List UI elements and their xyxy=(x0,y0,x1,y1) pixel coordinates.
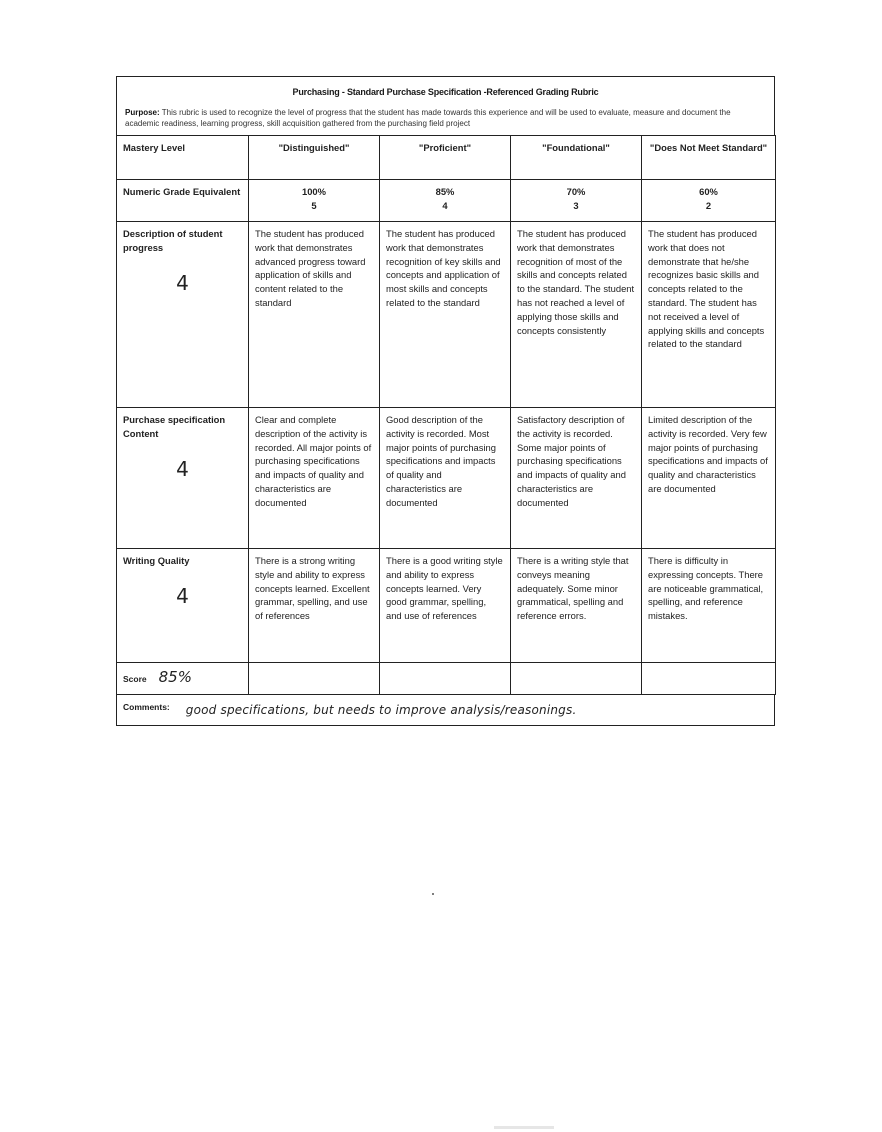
grade-percent: 100% xyxy=(302,186,326,197)
score-row xyxy=(117,663,776,695)
criterion-cell: There is difficulty in expressing concepts. There are noticeable grammatical, spelling, and reference mistakes. xyxy=(642,549,776,663)
mastery-row xyxy=(117,136,776,180)
criterion-row xyxy=(117,408,776,549)
criterion-cell: The student has produced work that demonstrates recognition of key skills and concepts and application of most skills and concepts related to the standard xyxy=(380,222,511,408)
criterion-cell: There is a strong writing style and ability to express concepts learned. Excellent grammar, spelling, and use of references xyxy=(249,549,380,663)
empty-cell xyxy=(380,663,511,695)
grade-point: 2 xyxy=(705,199,712,211)
criterion-cell: Satisfactory description of the activity is recorded. Some major points of purchasing specifications and impacts of quality and characteristics are documented xyxy=(511,408,642,549)
criterion-row xyxy=(117,549,776,663)
grade-label: Numeric Grade Equivalent xyxy=(117,180,249,222)
empty-cell xyxy=(249,663,380,695)
empty-cell xyxy=(642,663,776,695)
criterion-label xyxy=(117,549,249,663)
handwritten-score: 4 xyxy=(176,270,189,295)
purpose-label: Purpose: xyxy=(125,108,160,117)
document-title: Purchasing - Standard Purchase Specification -Referenced Grading Rubric xyxy=(292,87,599,97)
scan-artifact xyxy=(494,1126,554,1129)
grade-foundational xyxy=(511,180,642,222)
score-label: Score xyxy=(123,673,147,684)
handwritten-score: 4 xyxy=(176,583,189,608)
mastery-label: Mastery Level xyxy=(117,136,249,180)
criterion-title: Writing Quality xyxy=(123,555,190,566)
criterion-title: Purchase specification Content xyxy=(123,414,226,439)
grade-proficient xyxy=(380,180,511,222)
criterion-label xyxy=(117,222,249,408)
empty-cell xyxy=(511,663,642,695)
grade-does-not-meet xyxy=(642,180,776,222)
criterion-label xyxy=(117,408,249,549)
handwritten-score: 4 xyxy=(176,456,189,481)
criterion-cell: Clear and complete description of the activity is recorded. All major points of purchasing specifications and impacts of quality and characteristics are documented xyxy=(249,408,380,549)
criterion-title: Description of student progress xyxy=(123,228,223,253)
stray-mark xyxy=(432,893,434,895)
criterion-cell: The student has produced work that does not demonstrate that he/she recognizes basic skills and concepts related to the standard. The student has not received a level of applying skills and concepts related to the standard xyxy=(642,222,776,408)
comments-row xyxy=(116,695,775,726)
level-foundational: "Foundational" xyxy=(511,136,642,180)
criterion-cell: Limited description of the activity is recorded. Very few major points of purchasing specifications and impacts of quality and characteristics are documented xyxy=(642,408,776,549)
criterion-cell: The student has produced work that demonstrates advanced progress toward application of skills and content related to the standard xyxy=(249,222,380,408)
grade-percent: 85% xyxy=(435,186,455,197)
score-cell xyxy=(117,663,249,695)
grade-point: 5 xyxy=(311,199,317,211)
purpose-paragraph xyxy=(125,107,766,129)
level-does-not-meet: "Does Not Meet Standard" xyxy=(642,136,776,180)
grade-percent: 60% xyxy=(699,186,718,197)
rubric-sheet xyxy=(116,76,775,726)
comments-label: Comments: xyxy=(123,702,170,712)
level-distinguished: "Distinguished" xyxy=(249,136,380,180)
criterion-cell: There is a good writing style and ability to express concepts learned. Very good grammar, spelling, and use of references xyxy=(380,549,511,663)
grade-percent: 70% xyxy=(566,186,586,197)
level-proficient: "Proficient" xyxy=(380,136,511,180)
title-box xyxy=(116,76,775,135)
grade-row xyxy=(117,180,776,222)
grade-distinguished xyxy=(249,180,380,222)
purpose-text: This rubric is used to recognize the level of progress that the student has made towards this experience and will be used to evaluate, measure and document the academic readiness, learning progress, skill acquisition gathered from the purchasing field project xyxy=(125,108,731,128)
rubric-table xyxy=(116,135,776,695)
criterion-cell: There is a writing style that conveys meaning adequately. Some minor grammatical, spelling and reference errors. xyxy=(511,549,642,663)
comments-value: good specifications, but needs to improve analysis/reasonings. xyxy=(185,703,577,717)
grade-point: 3 xyxy=(573,199,579,211)
criterion-cell: Good description of the activity is recorded. Most major points of purchasing specifications and impacts of quality and characteristics are documented xyxy=(380,408,511,549)
criterion-row xyxy=(117,222,776,408)
grade-point: 4 xyxy=(442,199,448,211)
criterion-cell: The student has produced work that demonstrates recognition of most of the skills and concepts related to the standard. The student has not reached a level of applying those skills and concepts consistently xyxy=(511,222,642,408)
score-value: 85% xyxy=(158,667,192,686)
